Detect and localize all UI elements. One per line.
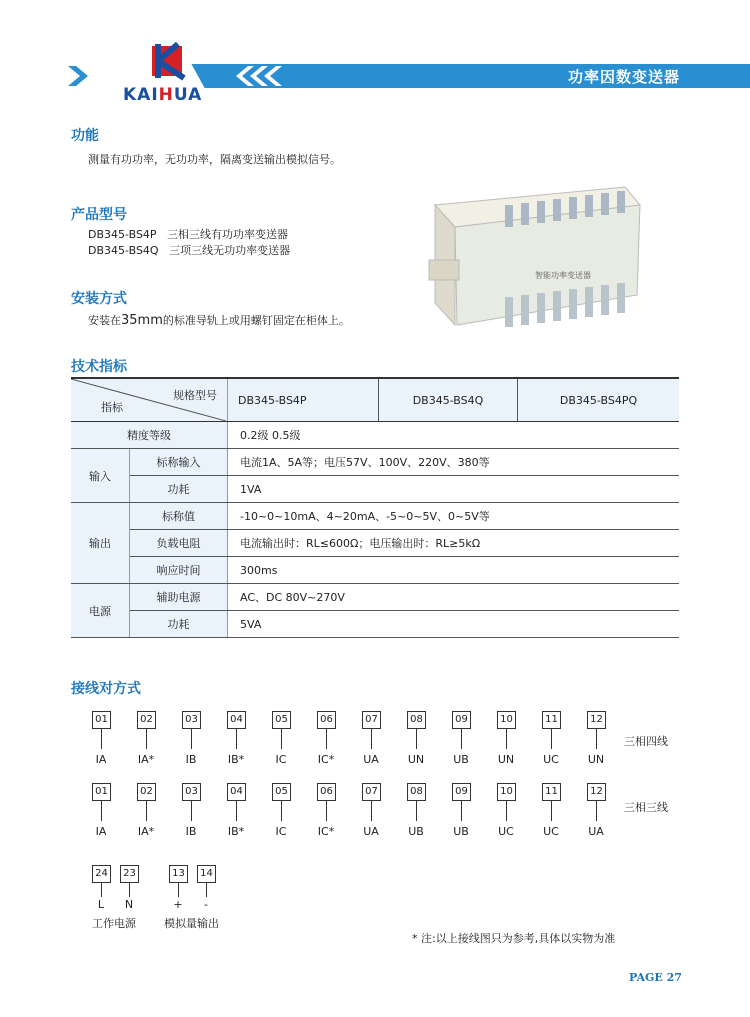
table-row — [71, 503, 679, 530]
row-value: 5VA — [228, 611, 680, 638]
row-value: 300ms — [228, 557, 680, 584]
terminal-box: 14 — [197, 865, 216, 883]
terminal-box: 09 — [452, 711, 471, 729]
table-header-corner — [71, 378, 228, 422]
terminal-signal: IB — [185, 753, 197, 766]
row-value: 电流输出时：RL≤600Ω；电压输出时：RL≥5kΩ — [228, 530, 680, 557]
power-label: 工作电源 — [92, 917, 136, 930]
kaihua-logo-icon — [148, 40, 194, 82]
terminal-wire — [461, 729, 462, 749]
terminal-wire — [461, 801, 462, 821]
terminal-signal: IA — [95, 825, 107, 838]
header-bottom-label: 指标 — [101, 401, 123, 414]
terminal-signal: IB* — [227, 753, 245, 766]
terminal-signal: IA — [95, 753, 107, 766]
row-value: -10~0~10mA、4~20mA、-5~0~5V、0~5V等 — [228, 503, 680, 530]
terminal-wire — [551, 729, 552, 749]
row-value: 0.2级 0.5级 — [228, 422, 680, 449]
row-name: 功耗 — [130, 476, 228, 503]
terminal-box: 10 — [497, 783, 516, 801]
table-row — [71, 476, 679, 503]
terminal-wire — [206, 883, 207, 897]
terminal-box: 05 — [272, 711, 291, 729]
terminal-box: 07 — [362, 711, 381, 729]
terminal-wire — [146, 801, 147, 821]
terminal-box: 05 — [272, 783, 291, 801]
terminal-signal: UA — [363, 753, 379, 766]
row-value: AC、DC 80V~270V — [228, 584, 680, 611]
terminal-signal: UB — [408, 825, 424, 838]
terminal-signal: IC* — [317, 825, 335, 838]
spec-table — [71, 377, 679, 638]
terminal-box: 01 — [92, 711, 111, 729]
row-value: 1VA — [228, 476, 680, 503]
terminal-wire — [506, 729, 507, 749]
row-name: 响应时间 — [130, 557, 228, 584]
terminal-signal: UB — [453, 753, 469, 766]
terminal-signal: L — [97, 898, 105, 911]
table-row — [71, 584, 679, 611]
terminal-wire — [551, 801, 552, 821]
terminal-signal: UN — [497, 753, 515, 766]
terminal-signal: UN — [407, 753, 425, 766]
terminal-wire — [101, 729, 102, 749]
terminal-box: 09 — [452, 783, 471, 801]
terminal-wire — [371, 801, 372, 821]
model-item: DB345-BS4P 三相三线有功功率变送器 — [88, 228, 289, 241]
row-name: 负载电阻 — [130, 530, 228, 557]
table-header-model: DB345-BS4P — [228, 378, 379, 422]
section-title-function: 功能 — [71, 128, 99, 144]
page-title: 功率因数变送器 — [567, 68, 680, 86]
row-name: 功耗 — [130, 611, 228, 638]
terminal-wire — [191, 729, 192, 749]
terminal-wire — [326, 729, 327, 749]
terminal-wire — [281, 729, 282, 749]
terminal-box: 23 — [120, 865, 139, 883]
terminal-wire — [236, 729, 237, 749]
model-item: DB345-BS4Q 三项三线无功功率变送器 — [88, 244, 291, 257]
chevrons-right-icon — [232, 66, 282, 86]
terminal-signal: UC — [498, 825, 514, 838]
terminal-box: 10 — [497, 711, 516, 729]
terminal-wire — [101, 801, 102, 821]
terminal-signal: UB — [453, 825, 469, 838]
install-text: 安装在35mm的标准导轨上或用螺钉固定在柜体上。 — [88, 313, 350, 328]
terminal-box: 24 — [92, 865, 111, 883]
terminal-wire — [178, 883, 179, 897]
row-group: 输入 — [71, 449, 130, 503]
terminal-wire — [506, 801, 507, 821]
terminal-box: 02 — [137, 711, 156, 729]
analog-label: 模拟量输出 — [164, 917, 219, 930]
terminal-signal: IB* — [227, 825, 245, 838]
terminal-signal: - — [204, 898, 208, 911]
wiring-note: * 注:以上接线图只为参考,具体以实物为准 — [412, 932, 616, 945]
terminal-signal: UC — [543, 825, 559, 838]
section-title-install: 安装方式 — [71, 291, 127, 307]
terminal-signal: UC — [543, 753, 559, 766]
row-name: 辅助电源 — [130, 584, 228, 611]
table-row — [71, 557, 679, 584]
terminal-signal: + — [173, 898, 183, 911]
header-top-label: 规格型号 — [173, 389, 217, 402]
product-label: 智能功率变送器 — [535, 271, 591, 280]
terminal-signal: IC — [275, 753, 287, 766]
terminal-signal: IB — [185, 825, 197, 838]
section-title-wiring: 接线对方式 — [71, 681, 141, 697]
terminal-signal: IA* — [137, 753, 155, 766]
row-value: 电流1A、5A等；电压57V、100V、220V、380等 — [228, 449, 680, 476]
product-photo — [425, 175, 650, 345]
terminal-wire — [371, 729, 372, 749]
terminal-box: 01 — [92, 783, 111, 801]
terminal-wire — [326, 801, 327, 821]
chevrons-left-icon — [66, 66, 106, 86]
terminal-signal: IC* — [317, 753, 335, 766]
terminal-signal: IC — [275, 825, 287, 838]
terminal-box: 11 — [542, 711, 561, 729]
terminal-signal: N — [124, 898, 134, 911]
table-header-model: DB345-BS4PQ — [518, 378, 680, 422]
terminal-wire — [596, 729, 597, 749]
terminal-wire — [416, 801, 417, 821]
terminal-wire — [281, 801, 282, 821]
wiring-row-label: 三相三线 — [624, 801, 668, 814]
terminal-signal: UN — [587, 753, 605, 766]
table-row — [71, 530, 679, 557]
table-header-row — [71, 378, 679, 422]
terminal-box: 06 — [317, 711, 336, 729]
table-header-model: DB345-BS4Q — [379, 378, 518, 422]
terminal-wire — [191, 801, 192, 821]
terminal-signal: UA — [588, 825, 604, 838]
row-name: 精度等级 — [71, 422, 228, 449]
terminal-box: 04 — [227, 783, 246, 801]
terminal-box: 03 — [182, 783, 201, 801]
row-group: 电源 — [71, 584, 130, 638]
terminal-box: 08 — [407, 711, 426, 729]
function-text: 测量有功功率，无功功率，隔离变送输出模拟信号。 — [88, 153, 341, 166]
terminal-box: 12 — [587, 783, 606, 801]
row-name: 标称值 — [130, 503, 228, 530]
terminal-wire — [596, 801, 597, 821]
terminal-box: 06 — [317, 783, 336, 801]
section-title-models: 产品型号 — [71, 207, 127, 223]
terminal-signal: UA — [363, 825, 379, 838]
section-title-specs: 技术指标 — [71, 359, 127, 375]
terminal-box: 02 — [137, 783, 156, 801]
wiring-row-label: 三相四线 — [624, 735, 668, 748]
terminal-box: 03 — [182, 711, 201, 729]
logo-text: KAIHUA — [123, 85, 203, 105]
table-row — [71, 611, 679, 638]
terminal-wire — [236, 801, 237, 821]
terminal-box: 08 — [407, 783, 426, 801]
table-row — [71, 449, 679, 476]
terminal-wire — [129, 883, 130, 897]
terminal-box: 13 — [169, 865, 188, 883]
terminal-box: 11 — [542, 783, 561, 801]
table-row — [71, 422, 679, 449]
terminal-signal: IA* — [137, 825, 155, 838]
terminal-box: 12 — [587, 711, 606, 729]
terminal-wire — [101, 883, 102, 897]
terminal-wire — [146, 729, 147, 749]
row-name: 标称输入 — [130, 449, 228, 476]
terminal-box: 04 — [227, 711, 246, 729]
terminal-wire — [416, 729, 417, 749]
row-group: 输出 — [71, 503, 130, 584]
terminal-box: 07 — [362, 783, 381, 801]
page-number: PAGE 27 — [629, 971, 682, 984]
